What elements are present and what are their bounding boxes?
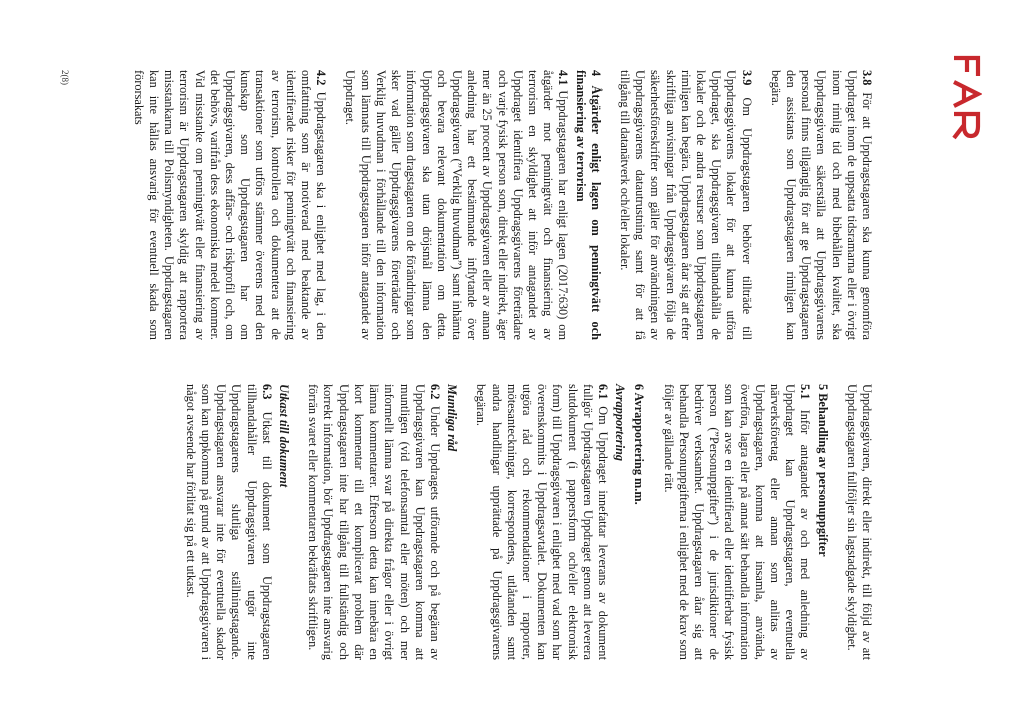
section-heading-6: 6 Avrapportering m.m. xyxy=(632,384,647,505)
paragraph-text: Om Uppdraget innefattar leverans av dokument fullgör Uppdragstagaren Uppdraget genom att leverera slutdokument (i pappersform och/eller elektronisk form) till Uppdragsgivaren i enlighet med vad som har överenskommits i Uppdragsavtalet. Dokumenten kan utgöra råd och rekommendationer i rapporter, mötesanteckningar, korrespondens, utlåtanden samt andra handlingar upprättade på Uppdragsgivarens begäran. xyxy=(474,384,610,660)
paragraph-number: 4.1 xyxy=(556,70,571,86)
left-column xyxy=(117,70,874,340)
subheading-utkast: Utkast till dokument xyxy=(277,384,292,488)
paragraph-continuation: Uppdragsgivaren, direkt eller indirekt, till följd av att Uppdragstagaren fullföljer sin lagstadgade skyldighet. xyxy=(844,384,874,660)
paragraph-text: Inför antagandet av och med anledning av Uppdraget kan Uppdragstagaren, eventuella närverksföretag eller annan som anlitas av Uppdragstagaren, komma att insamla, använda, överföra, lagra eller på annat sätt behandla information som kan avse en identifierad eller identifierbar fysisk person (”Personuppgifter”) i de jurisdiktioner de bedriver verksamhet. Uppdragstagaren åtar sig att behandla Personuppgifterna i enlighet med de krav som följer av gällande rätt. xyxy=(661,384,813,660)
paragraph-4-1 xyxy=(342,70,570,340)
paragraph-text: Utkast till dokument som Uppdragstagaren tillhandahåller Uppdragsgivaren utgör inte Uppdragstagarens slutliga ställningstagande. Uppdragstagaren ansvarar inte för eventuella skador som kan uppkomma på grund av att Uppdragsgivaren i något avseende har förlitat sig på ett utkast. xyxy=(183,384,274,660)
paragraph-text: Uppdragstagaren har enligt lagen (2017:630) om åtgärder mot penningtvätt och finansiering av terrorism en skyldighet att inför antagandet av Uppdraget identifiera Uppdragsgivarens företrädare och varje fysisk person som, direkt eller indirekt, äger mer än 25 procent av Uppdragsgivaren eller av annan anledning har ett bestämmande inflytande över Uppdragsgivaren (”Verklig huvudman”) samt inhämta och bevara relevant dokumentation om detta. Uppdragsgivaren ska utan dröjsmål lämna den information som dragstagaren om de förändringar som sker vad gäller Uppdragsgivarens företrädare och Verklig huvudman i förhållande till den information som lämnats till Uppdragstagaren inför antagandet av Uppdraget. xyxy=(343,70,571,341)
paragraph-6-3 xyxy=(183,384,274,660)
paragraph-number: 6.3 xyxy=(259,384,274,400)
subheading-avrapportering: Avrapportering xyxy=(613,384,628,461)
paragraph-3-9 xyxy=(617,70,754,340)
paragraph-4-2 xyxy=(131,70,329,340)
paragraph-text: Uppdragstagaren ska i enlighet med lag, i den omfattning som är motiverad med beaktande av identifierade risker för penningtvätt och finansiering av terrorism, kontrollera och dokumentera att de transaktioner som utförs stämmer överens med den kunskap som Uppdragstagaren har om Uppdragsgivaren, dess affärs- och riskprofil och, om det behövs, varifrån dess ekonomiska medel kommer. Vid misstanke om penningtvätt eller finansiering av terrorism är Uppdragstagaren skyldig att rapportera misstankarna till Polismyndigheten. Uppdragstagaren kan inte hållas ansvarig för eventuell skada som förorsakats xyxy=(131,70,329,341)
far-logo-graphic xyxy=(952,54,982,144)
paragraph-6-2 xyxy=(305,384,442,660)
section-heading-5: 5 Behandling av personuppgifter xyxy=(815,384,830,557)
paragraph-5-1 xyxy=(660,384,812,660)
paragraph-6-1 xyxy=(473,384,610,660)
paragraph-number: 3.8 xyxy=(860,70,874,86)
paragraph-text: Om Uppdragstagaren behöver tillträde till Uppdragsgivarens lokaler för att kunna utföra Uppdraget, ska Uppdragsgivaren tillhandahålla de lokaler och de andra resurser som Uppdragstagaren rimligen kan begära. Uppdragstagaren åtar sig att efter skriftliga anvisningar från Uppdragsgivaren följa de säkerhetsföreskrifter som gäller för användningen av Uppdragsgivarens datautrustning samt för att få tillgång till datanätverk och/eller lokaler. xyxy=(617,70,754,341)
paragraph-text: Under Uppdragets utförande och på begäran av Uppdragsgivaren kan Uppdragstagaren komma att muntligen (vid telefonsamtal eller möten) och mer informellt lämna svar på direkta frågor eller i övrigt lämna kommentarer. Eftersom detta kan innebära en kort kommentar till ett komplicerat problem där Uppdragstagaren inte har tillgång till fullständig och korrekt information, bör Uppdragstagaren inte ansvarig förrän svaret eller kommentaren bekräftats skriftligen. xyxy=(306,384,442,660)
paragraph-number: 6.2 xyxy=(427,384,442,400)
paragraph-3-8 xyxy=(768,70,874,340)
subheading-muntliga-rad: Muntliga råd xyxy=(445,384,460,452)
paragraph-number: 5.1 xyxy=(798,384,813,400)
paragraph-number: 6.1 xyxy=(595,384,610,400)
page-number: 2(8) xyxy=(60,70,70,85)
section-heading-4: 4 Åtgärder enligt lagen om penningtvätt och finansiering av terrorism xyxy=(573,70,603,340)
paragraph-number: 3.9 xyxy=(739,70,754,86)
far-logo xyxy=(952,54,982,144)
right-column xyxy=(169,384,874,660)
paragraph-text: För att Uppdragstagaren ska kunna genomföra Uppdraget inom de uppsatta tidsramarna eller i övrigt inom rimlig tid och med bibehållen kvalitet, ska Uppdragsgivaren säkerställa att Uppdragsgivarens personal finns tillgänglig för att ge Uppdragstagaren den assistans som Uppdragstagaren rimligen kan begära. xyxy=(768,70,874,341)
paragraph-number: 4.2 xyxy=(314,70,329,86)
